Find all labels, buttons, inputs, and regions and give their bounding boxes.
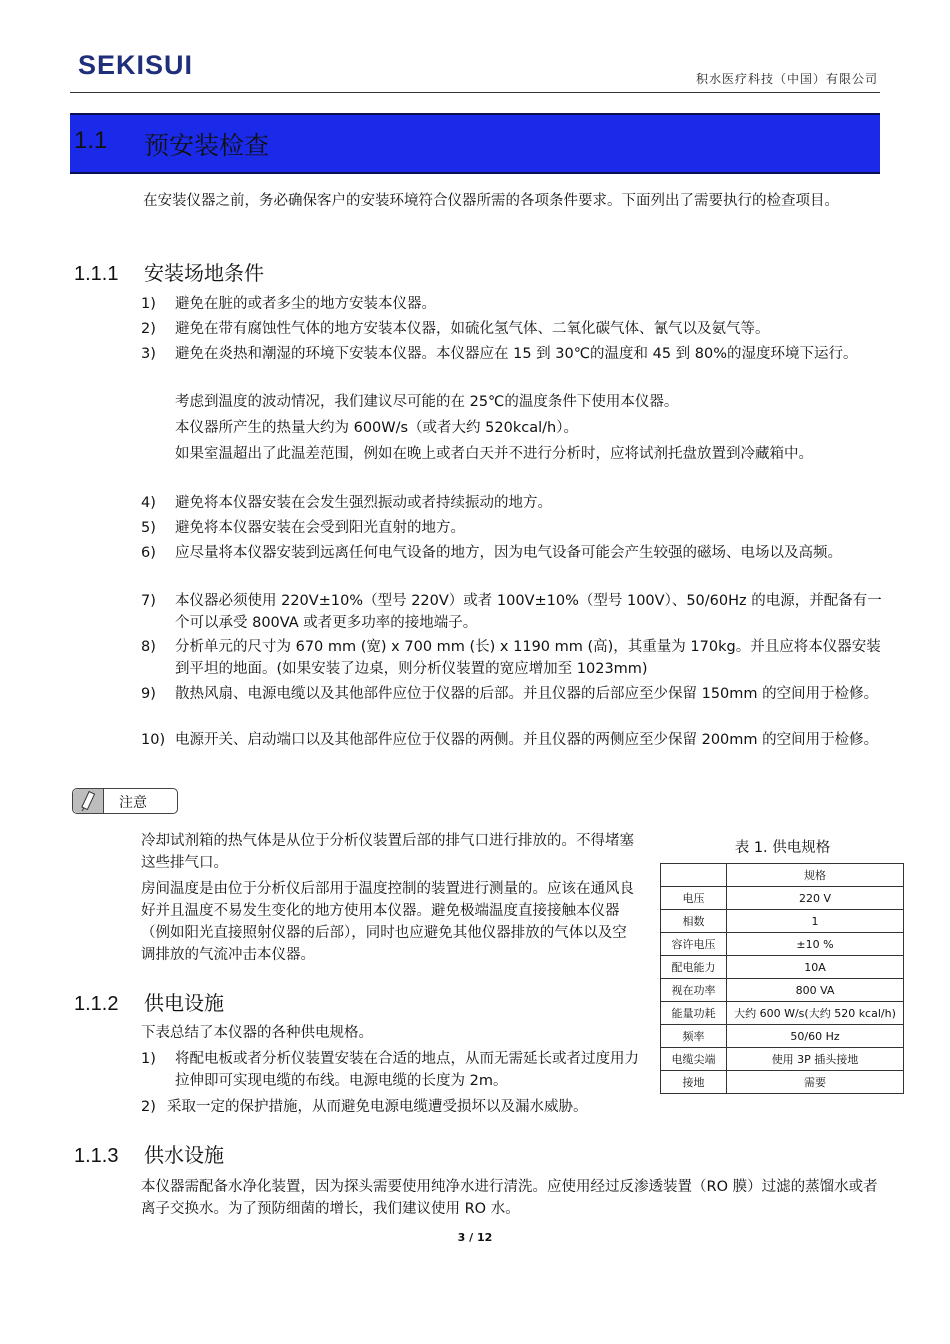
table-row — [661, 1002, 904, 1025]
company-logo: SEKISUI — [78, 50, 194, 80]
table-cell-value: 大约 600 W/s(大约 520 kcal/h) — [727, 1002, 904, 1025]
item-text: 本仪器必须使用 220V±10%（型号 220V）或者 100V±10%（型号 100V）、50/60Hz 的电源，并配备有一个可以承受 800VA 或者更多功率的接地端子。 — [175, 593, 882, 631]
item-number: 4) — [141, 495, 156, 511]
subsection-title: 供电设施 — [144, 991, 224, 1015]
table-cell-key: 频率 — [661, 1025, 727, 1048]
table-cell-value: 220 V — [727, 887, 904, 910]
table-header-cell: 规格 — [727, 864, 904, 887]
item-number: 1) — [141, 1051, 156, 1067]
header-divider — [70, 92, 880, 93]
subsection-title: 安装场地条件 — [144, 261, 264, 285]
subsection-number: 1.1.1 — [74, 263, 119, 285]
table-row — [661, 1071, 904, 1094]
list-item — [141, 517, 886, 539]
list-item — [141, 590, 886, 634]
table-row — [661, 979, 904, 1002]
item-text: 避免在炎热和潮湿的环境下安装本仪器。本仪器应在 15 到 30℃的温度和 45 到 80%的湿度环境下运行。 — [175, 346, 858, 362]
item-number: 5) — [141, 520, 156, 536]
item-text: 应尽量将本仪器安装到远离任何电气设备的地方，因为电气设备可能会产生较强的磁场、电场以及高频。 — [175, 545, 842, 561]
table-cell-value: 800 VA — [727, 979, 904, 1002]
table-cell-key: 配电能力 — [661, 956, 727, 979]
item-number: 9) — [141, 686, 156, 702]
table-cell-value: 需要 — [727, 1071, 904, 1094]
sub-paragraph: 本仪器所产生的热量大约为 600W/s（或者大约 520kcal/h）。 — [175, 420, 578, 436]
item-number: 1) — [141, 296, 156, 312]
list-item — [141, 1096, 651, 1118]
item-text: 电源开关、启动端口以及其他部件应位于仪器的两侧。并且仪器的两侧应至少保留 200mm 的空间用于检修。 — [175, 732, 879, 748]
item-text: 将配电板或者分析仪装置安装在合适的地点，从而无需延长或者过度用力拉伸即可实现电缆的布线。电源电缆的长度为 2m。 — [175, 1051, 639, 1089]
item-number: 7) — [141, 593, 156, 609]
list-item — [141, 683, 886, 705]
section-number: 1.1 — [74, 127, 108, 154]
item-number: 8) — [141, 639, 156, 655]
table-cell-key: 电缆尖端 — [661, 1048, 727, 1071]
note-label: 注意 — [119, 795, 147, 811]
section-heading-bar — [70, 113, 880, 174]
list-item — [141, 1048, 641, 1092]
subsection-heading-111 — [74, 257, 264, 286]
item-text: 避免在脏的或者多尘的地方安装本仪器。 — [175, 296, 436, 312]
table-cell-key: 视在功率 — [661, 979, 727, 1002]
table-header-row — [661, 864, 904, 887]
table-cell — [661, 864, 727, 887]
table-cell-value: 1 — [727, 910, 904, 933]
sub-paragraph: 考虑到温度的波动情况，我们建议尽可能的在 25℃的温度条件下使用本仪器。 — [175, 394, 679, 410]
item-text: 避免将本仪器安装在会受到阳光直射的地方。 — [175, 520, 465, 536]
item-number: 2) — [141, 321, 156, 337]
list-item — [141, 636, 886, 680]
table-cell-value: 50/60 Hz — [727, 1025, 904, 1048]
item-text: 避免在带有腐蚀性气体的地方安装本仪器，如硫化氢气体、二氧化碳气体、氰气以及氨气等。 — [175, 321, 770, 337]
table-cell-key: 容许电压 — [661, 933, 727, 956]
table-row — [661, 1048, 904, 1071]
table-cell-value: ±10 % — [727, 933, 904, 956]
item-text: 采取一定的保护措施，从而避免电源电缆遭受损坏以及漏水威胁。 — [167, 1099, 588, 1115]
table-caption: 表 1. 供电规格 — [734, 840, 831, 856]
list-item — [141, 293, 886, 315]
subsection-title: 供水设施 — [144, 1143, 224, 1167]
pencil-icon — [73, 789, 104, 813]
subsection-paragraph: 本仪器需配备水净化装置，因为探头需要使用纯净水进行清洗。应使用经过反渗透装置（RO 膜）过滤的蒸馏水或者离子交换水。为了预防细菌的增长，我们建议使用 RO 水。 — [141, 1179, 878, 1217]
list-item — [141, 729, 886, 751]
table-cell-key: 能量功耗 — [661, 1002, 727, 1025]
list-item — [141, 343, 886, 365]
table-row — [661, 910, 904, 933]
item-text: 散热风扇、电源电缆以及其他部件应位于仪器的后部。并且仪器的后部应至少保留 150mm 的空间用于检修。 — [175, 686, 879, 702]
subsection-heading-113 — [74, 1139, 224, 1168]
item-number: 6) — [141, 545, 156, 561]
item-text: 分析单元的尺寸为 670 mm (宽) x 700 mm (长) x 1190 mm (高)，其重量为 170kg。并且应将本仪器安装到平坦的地面。(如果安装了边桌，则分析仪装置的宽应增加至 1023mm) — [175, 639, 881, 677]
note-callout — [72, 788, 178, 814]
list-item — [141, 542, 886, 564]
table-row — [661, 933, 904, 956]
item-number: 10) — [141, 732, 166, 748]
table-row — [661, 956, 904, 979]
item-number: 3) — [141, 346, 156, 362]
subsection-lead: 下表总结了本仪器的各种供电规格。 — [141, 1025, 373, 1041]
table-cell-key: 接地 — [661, 1071, 727, 1094]
subsection-heading-112 — [74, 987, 224, 1016]
subsection-number: 1.1.3 — [74, 1145, 119, 1167]
subsection-number: 1.1.2 — [74, 993, 119, 1015]
table-cell-value: 使用 3P 插头接地 — [727, 1048, 904, 1071]
list-item — [141, 492, 886, 514]
company-name: 积水医疗科技（中国）有限公司 — [695, 72, 878, 86]
note-paragraph: 房间温度是由位于分析仪后部用于温度控制的装置进行测量的。应该在通风良好并且温度不易发生变化的地方使用本仪器。避免极端温度直接接触本仪器（例如阳光直接照射仪器的后部），同时也应避免其他仪器排放的气体以及空调排放的气流冲击本仪器。 — [141, 881, 634, 963]
intro-paragraph: 在安装仪器之前，务必确保客户的安装环境符合仪器所需的各项条件要求。下面列出了需要执行的检查项目。 — [143, 193, 839, 209]
table-cell-value: 10A — [727, 956, 904, 979]
table-cell-key: 相数 — [661, 910, 727, 933]
item-number: 2) — [141, 1099, 156, 1115]
table-row — [661, 887, 904, 910]
note-paragraph: 冷却试剂箱的热气体是从位于分析仪装置后部的排气口进行排放的。不得堵塞这些排气口。 — [141, 833, 634, 871]
item-text: 避免将本仪器安装在会发生强烈振动或者持续振动的地方。 — [175, 495, 552, 511]
power-spec-table — [660, 863, 904, 1094]
section-title: 预安装检查 — [144, 131, 270, 160]
table-cell-key: 电压 — [661, 887, 727, 910]
sub-paragraph: 如果室温超出了此温差范围，例如在晚上或者白天并不进行分析时，应将试剂托盘放置到冷藏箱中。 — [175, 446, 813, 462]
page-number: 3 / 12 — [457, 1231, 493, 1244]
list-item — [141, 318, 886, 340]
table-row — [661, 1025, 904, 1048]
